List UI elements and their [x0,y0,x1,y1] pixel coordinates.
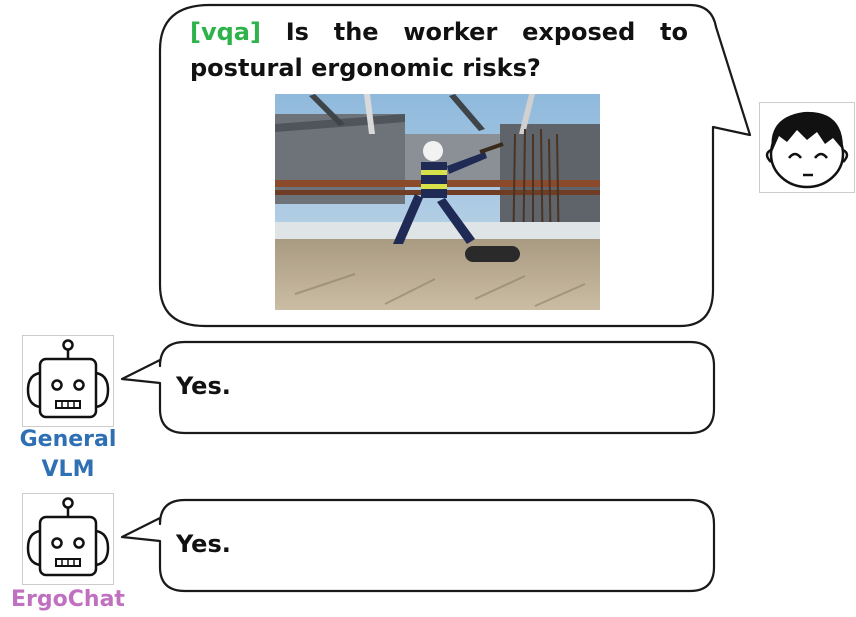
vqa-tag: [vqa] [190,18,261,46]
robot-icon [22,493,114,589]
question-text [190,14,688,86]
robot-icon [22,335,114,431]
general-vlm-label: General VLM [19,427,117,482]
answer-text-1: Yes. [176,372,231,400]
answer-text-2: Yes. [176,530,231,558]
construction-worker-photo [275,94,600,310]
ergochat-label: ErgoChat [11,587,125,612]
smiling-user-face-icon [759,102,855,197]
question-body: Is the worker exposed to postural ergonomic risks? [190,18,688,82]
